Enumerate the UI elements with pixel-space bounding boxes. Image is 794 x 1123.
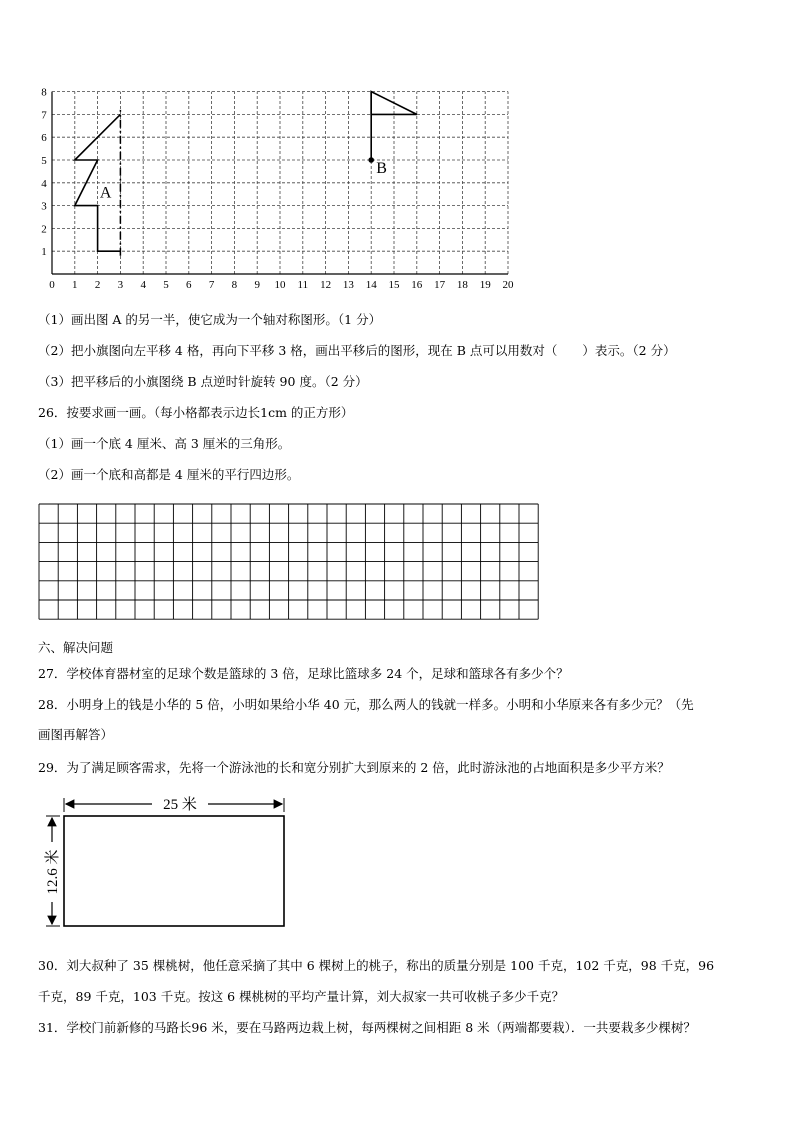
y-tick-label: 1 bbox=[41, 246, 47, 259]
coordinate-grid bbox=[30, 80, 520, 290]
x-tick-label: 4 bbox=[140, 279, 146, 290]
x-tick-label: 15 bbox=[388, 279, 400, 290]
x-tick-label: 8 bbox=[231, 279, 238, 290]
q25-sub1: （1）画出图 A 的另一半，使它成为一个轴对称图形。（1 分） bbox=[38, 312, 382, 327]
x-tick-label: 20 bbox=[502, 279, 514, 290]
q25-sub3: （3）把平移后的小旗图绕 B 点逆时针旋转 90 度。（2 分） bbox=[38, 374, 368, 389]
length-label: 25 米 bbox=[163, 797, 197, 813]
point-b bbox=[368, 157, 374, 163]
x-tick-label: 11 bbox=[297, 279, 309, 290]
flag-triangle bbox=[371, 92, 417, 115]
x-tick-label: 2 bbox=[94, 279, 101, 290]
x-tick-label: 10 bbox=[274, 279, 286, 290]
y-tick-label: 6 bbox=[41, 132, 47, 145]
section-six-title: 六、解决问题 bbox=[38, 640, 114, 655]
y-tick-label: 2 bbox=[41, 223, 47, 236]
y-tick-label: 8 bbox=[41, 86, 47, 99]
question-28-line1: 28．小明身上的钱是小华的 5 倍，小明如果给小华 40 元，那么两人的钱就一样多。小明和小华原来各有多少元？（先 bbox=[38, 697, 694, 712]
x-tick-label: 9 bbox=[254, 279, 260, 290]
question-30-line2: 千克，89 千克，103 千克。按这 6 棵桃树的平均产量计算，刘大叔家一共可收桃子多少千克？ bbox=[38, 989, 565, 1004]
x-tick-label: 1 bbox=[72, 279, 78, 290]
x-tick-label: 0 bbox=[49, 279, 55, 290]
q25-sub2: （2）把小旗图向左平移 4 格，再向下平移 3 格，画出平移后的图形，现在 B 点可以用数对（ ）表示。（2 分） bbox=[38, 343, 676, 358]
question-30-line1: 30．刘大叔种了 35 棵桃树，他任意采摘了其中 6 棵树上的桃子，称出的质量分别是 100 千克，102 千克，98 千克，96 bbox=[38, 958, 715, 973]
pool-rectangle-figure bbox=[38, 790, 298, 935]
question-28-line2: 画图再解答） bbox=[38, 727, 114, 742]
x-tick-label: 17 bbox=[434, 279, 446, 290]
y-tick-label: 3 bbox=[41, 200, 47, 213]
q26-title: 26．按要求画一画。（每小格都表示边长1cm 的正方形） bbox=[38, 405, 354, 420]
x-tick-label: 7 bbox=[208, 279, 215, 290]
question-27: 27．学校体育器材室的足球个数是篮球的 3 倍，足球比篮球多 24 个，足球和篮球各有多少个？ bbox=[38, 666, 569, 681]
x-tick-label: 14 bbox=[365, 279, 377, 290]
x-tick-label: 13 bbox=[342, 279, 354, 290]
question-31: 31．学校门前新修的马路长96 米，要在马路两边栽上树，每两棵树之间相距 8 米（两端都要栽）．一共要栽多少棵树？ bbox=[38, 1020, 696, 1035]
width-label: 12.6 米 bbox=[45, 849, 61, 895]
q26-sub2: （2）画一个底和高都是 4 厘米的平行四边形。 bbox=[38, 467, 300, 482]
y-tick-label: 7 bbox=[41, 109, 47, 122]
label-b: B bbox=[376, 160, 387, 177]
x-tick-label: 16 bbox=[411, 279, 423, 290]
x-tick-label: 19 bbox=[479, 279, 491, 290]
q26-sub1: （1）画一个底 4 厘米、高 3 厘米的三角形。 bbox=[38, 436, 291, 451]
x-tick-label: 3 bbox=[117, 279, 124, 290]
y-tick-label: 4 bbox=[41, 177, 47, 190]
y-tick-label: 5 bbox=[41, 155, 47, 167]
x-tick-label: 18 bbox=[456, 279, 468, 290]
x-tick-label: 5 bbox=[163, 279, 169, 290]
label-a: A bbox=[99, 184, 112, 202]
x-tick-label: 12 bbox=[320, 279, 332, 290]
pool-rectangle bbox=[64, 816, 284, 926]
drawing-grid bbox=[38, 503, 542, 623]
x-tick-label: 6 bbox=[186, 279, 192, 290]
question-29: 29．为了满足顾客需求，先将一个游泳池的长和宽分别扩大到原来的 2 倍，此时游泳池的占地面积是多少平方米？ bbox=[38, 760, 670, 775]
